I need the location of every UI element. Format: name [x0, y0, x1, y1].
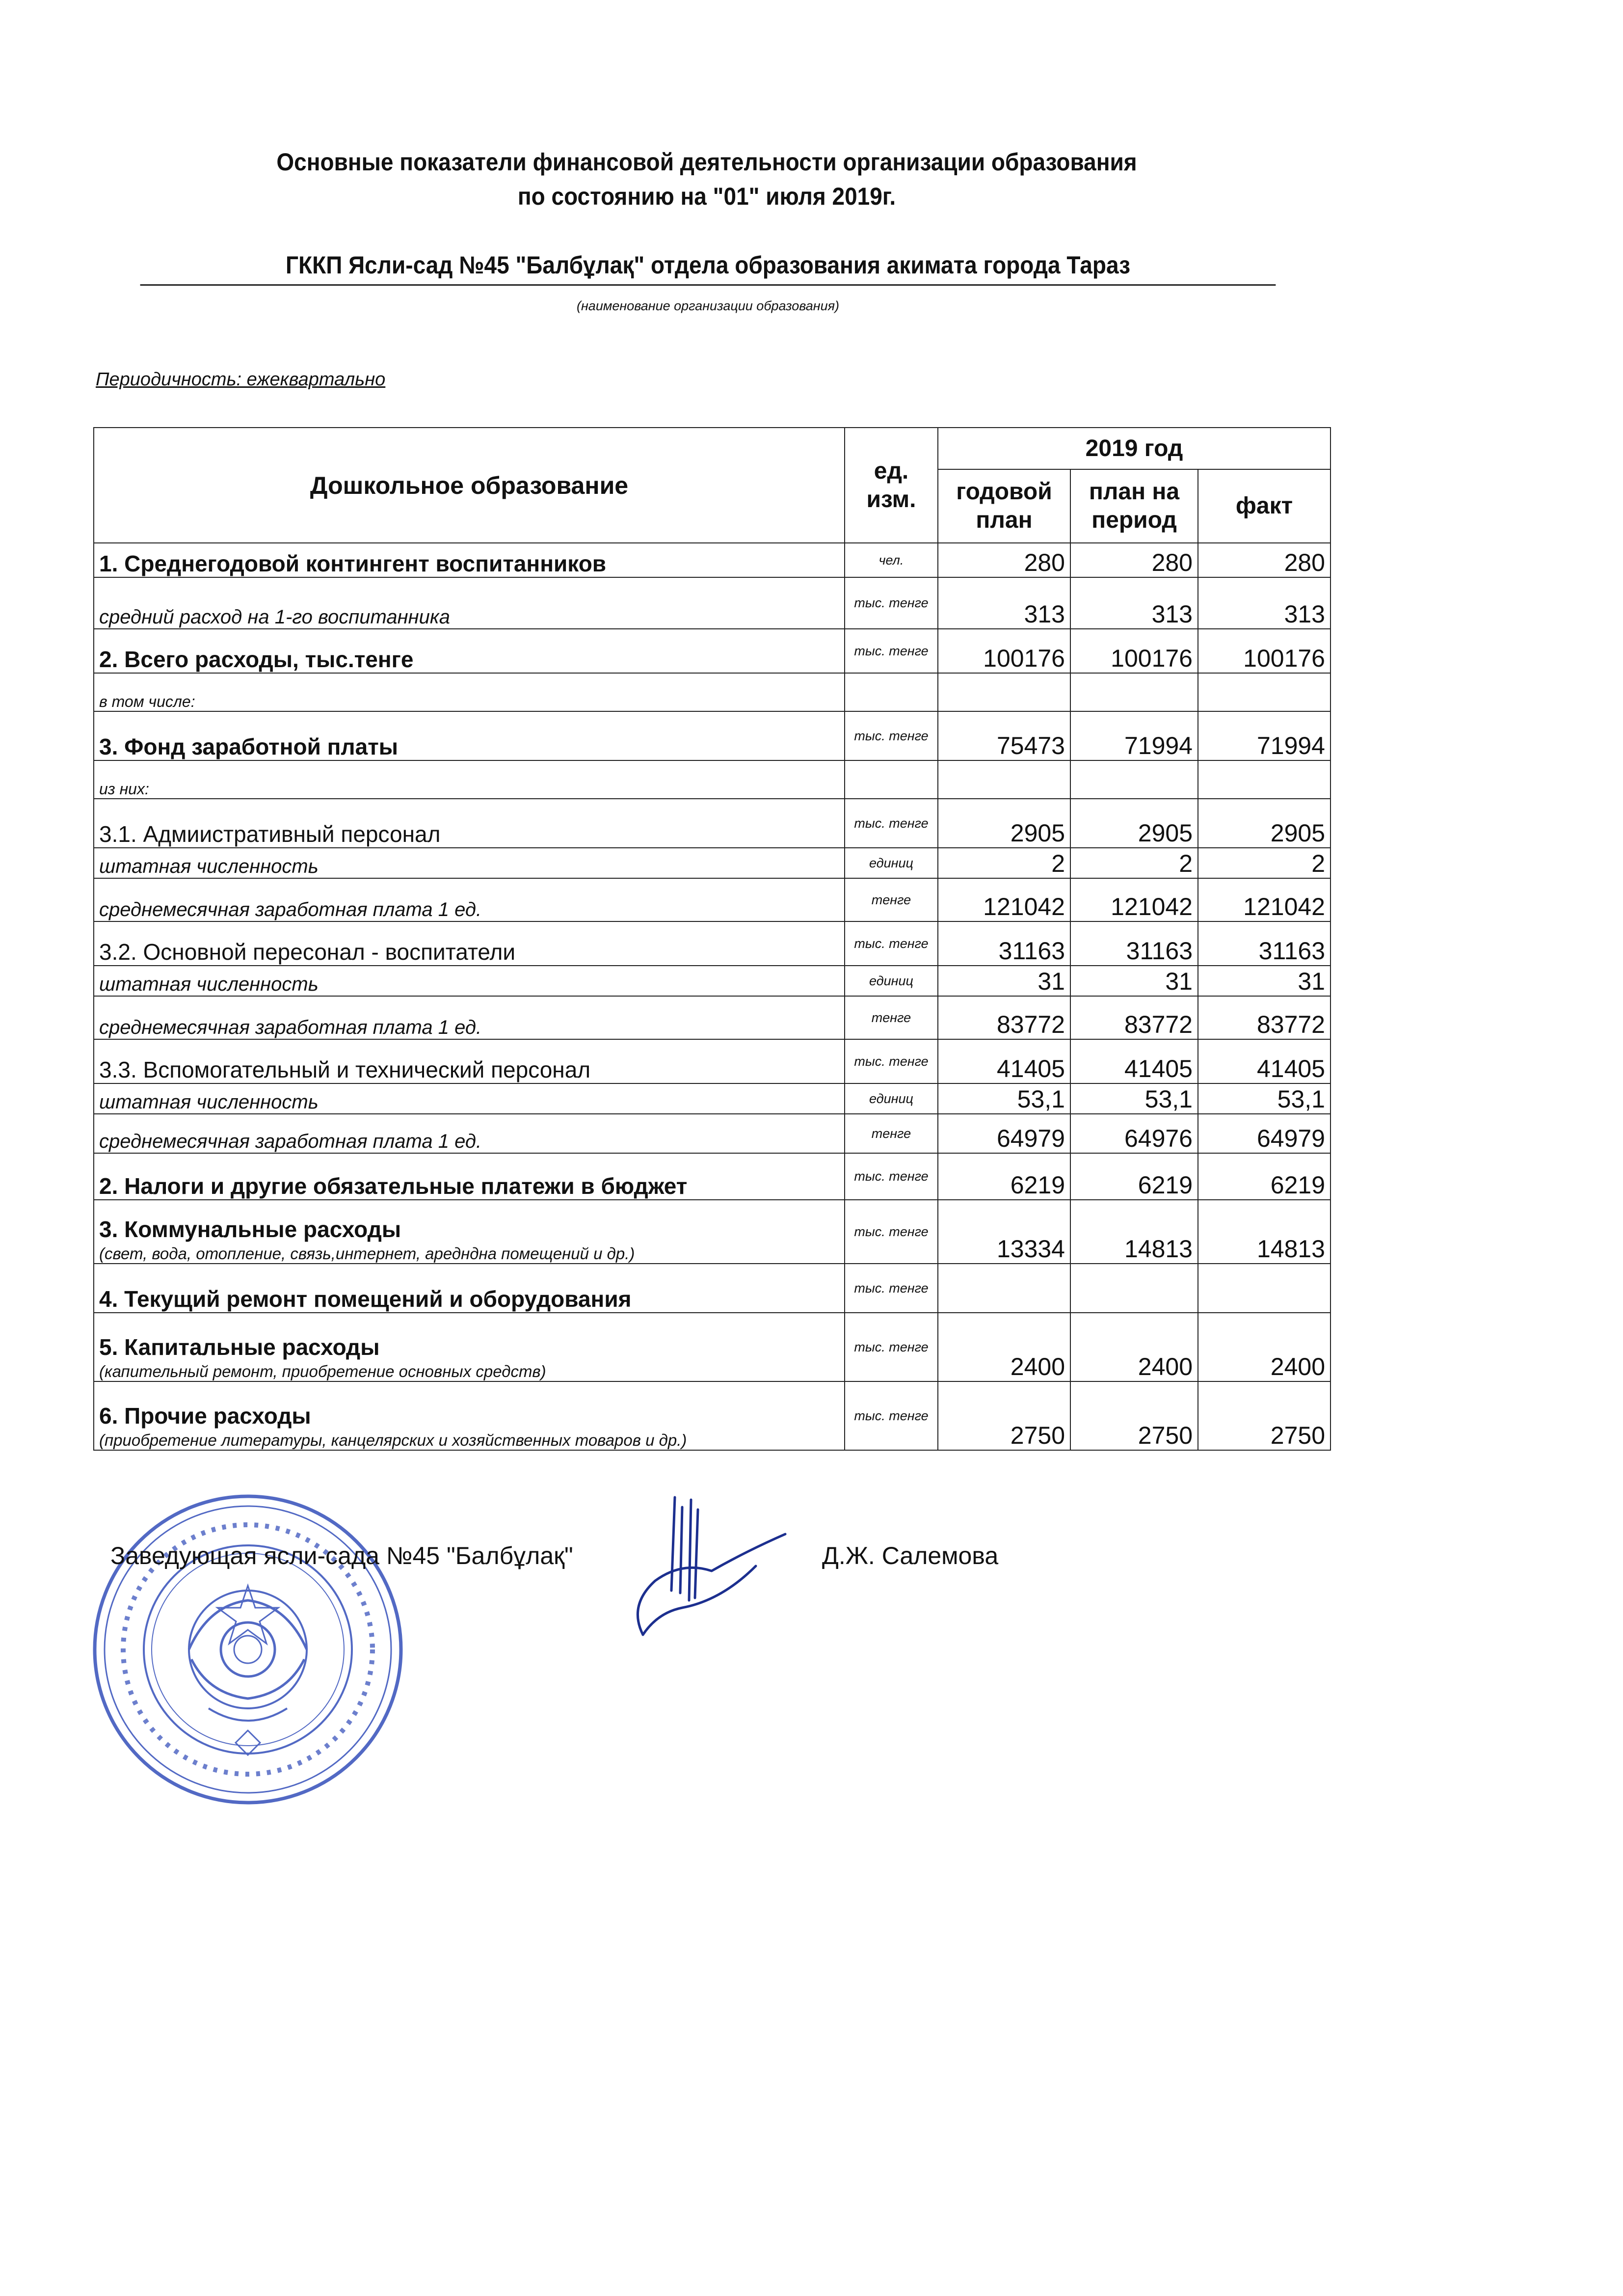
table-row: [94, 629, 1330, 673]
table-row: [94, 966, 1330, 996]
row-unit: тенге: [845, 878, 938, 921]
row-label: среднемесячная заработная плата 1 ед.: [94, 1114, 845, 1153]
row-unit: единиц: [845, 1083, 938, 1114]
row-label: [94, 1381, 845, 1450]
row-label-note: (свет, вода, отопление, связь,интернет, аредндна помещений и др.): [99, 1244, 635, 1263]
official-stamp-icon: [86, 1487, 410, 1811]
table-row: [94, 1114, 1330, 1153]
row-unit: тенге: [845, 1114, 938, 1153]
row-fact: [1198, 673, 1330, 711]
row-fact: 2: [1198, 848, 1330, 878]
row-unit: тыс. тенге: [845, 577, 938, 629]
row-label: штатная численность: [94, 966, 845, 996]
table-row: [94, 996, 1330, 1039]
row-period: 83772: [1070, 996, 1198, 1039]
row-unit: чел.: [845, 543, 938, 577]
row-annual: 2400: [938, 1313, 1070, 1381]
row-label: 3.1. Адмиистративный персонал: [94, 799, 845, 848]
row-unit: тыс. тенге: [845, 1153, 938, 1200]
row-annual: 121042: [938, 878, 1070, 921]
periodicity: Периодичность: ежеквартально: [96, 369, 386, 390]
row-annual: 2750: [938, 1381, 1070, 1450]
row-period: 2: [1070, 848, 1198, 878]
row-annual: 6219: [938, 1153, 1070, 1200]
row-fact: 53,1: [1198, 1083, 1330, 1114]
row-period: 41405: [1070, 1039, 1198, 1083]
row-annual: 64979: [938, 1114, 1070, 1153]
row-annual: 2905: [938, 799, 1070, 848]
row-fact: 2750: [1198, 1381, 1330, 1450]
table-row: [94, 1083, 1330, 1114]
row-period: [1070, 673, 1198, 711]
row-label: 3.3. Вспомогательный и технический персонал: [94, 1039, 845, 1083]
row-label: [94, 1313, 845, 1381]
row-unit: тыс. тенге: [845, 1313, 938, 1381]
row-fact: 31: [1198, 966, 1330, 996]
organization-note: (наименование организации образования): [576, 298, 840, 313]
row-annual: 31163: [938, 921, 1070, 966]
row-annual: 41405: [938, 1039, 1070, 1083]
row-annual: [938, 1264, 1070, 1313]
row-fact: 41405: [1198, 1039, 1330, 1083]
row-period: 2750: [1070, 1381, 1198, 1450]
header-year: 2019 год: [938, 428, 1330, 469]
row-unit: тенге: [845, 996, 938, 1039]
table-row: [94, 878, 1330, 921]
row-unit: единиц: [845, 966, 938, 996]
table-row: [94, 1039, 1330, 1083]
row-period: 14813: [1070, 1200, 1198, 1264]
row-fact: 71994: [1198, 711, 1330, 760]
organization-name: ГККП Ясли-сад №45 "Балбұлақ" отдела образования акимата города Тараз: [140, 248, 1276, 286]
financial-table: [93, 427, 1331, 1451]
row-annual: 31: [938, 966, 1070, 996]
table-row: [94, 848, 1330, 878]
row-annual: [938, 673, 1070, 711]
header-annual-plan: годовой план: [938, 469, 1070, 543]
row-unit: тыс. тенге: [845, 1039, 938, 1083]
row-period: 31: [1070, 966, 1198, 996]
row-annual: 280: [938, 543, 1070, 577]
row-period: 313: [1070, 577, 1198, 629]
row-annual: [938, 760, 1070, 799]
table-row: [94, 1313, 1330, 1381]
row-period: [1070, 1264, 1198, 1313]
row-label: из них:: [94, 760, 845, 799]
row-label-main: 6. Прочие расходы: [99, 1403, 311, 1429]
row-fact: 14813: [1198, 1200, 1330, 1264]
table-row: [94, 1153, 1330, 1200]
header-fact: факт: [1198, 469, 1330, 543]
row-label-note: (капительный ремонт, приобретение основных средств): [99, 1362, 546, 1380]
row-fact: 100176: [1198, 629, 1330, 673]
row-annual: 100176: [938, 629, 1070, 673]
row-period: 2905: [1070, 799, 1198, 848]
row-annual: 2: [938, 848, 1070, 878]
row-unit: тыс. тенге: [845, 711, 938, 760]
table-row: [94, 577, 1330, 629]
row-label: 2. Всего расходы, тыс.тенге: [94, 629, 845, 673]
row-label-main: 5. Капитальные расходы: [99, 1334, 380, 1360]
table-row: [94, 673, 1330, 711]
row-period: 121042: [1070, 878, 1198, 921]
table-row: [94, 1381, 1330, 1450]
table-row: [94, 1264, 1330, 1313]
row-period: 31163: [1070, 921, 1198, 966]
header-period-plan: план на период: [1070, 469, 1198, 543]
signer-name: Д.Ж. Салемова: [822, 1542, 999, 1569]
document-title-line1: Основные показатели финансовой деятельности организации образования: [276, 148, 1137, 176]
row-label-note: (приобретение литературы, канцелярских и хозяйственных товаров и др.): [99, 1431, 687, 1449]
row-annual: 53,1: [938, 1083, 1070, 1114]
row-annual: 313: [938, 577, 1070, 629]
row-unit: тыс. тенге: [845, 1264, 938, 1313]
row-fact: [1198, 1264, 1330, 1313]
row-annual: 13334: [938, 1200, 1070, 1264]
row-fact: 2905: [1198, 799, 1330, 848]
row-unit: тыс. тенге: [845, 629, 938, 673]
table-row: [94, 1200, 1330, 1264]
row-fact: 83772: [1198, 996, 1330, 1039]
row-fact: [1198, 760, 1330, 799]
row-label: 3.2. Основной пересонал - воспитатели: [94, 921, 845, 966]
row-fact: 2400: [1198, 1313, 1330, 1381]
row-unit: тыс. тенге: [845, 799, 938, 848]
row-unit: [845, 760, 938, 799]
document-title-line2: по состоянию на "01" июля 2019г.: [517, 183, 896, 210]
row-fact: 6219: [1198, 1153, 1330, 1200]
header-category: Дошкольное образование: [94, 428, 845, 543]
row-label: [94, 1200, 845, 1264]
row-fact: 280: [1198, 543, 1330, 577]
table-row: [94, 711, 1330, 760]
row-period: 6219: [1070, 1153, 1198, 1200]
row-label-main: 3. Коммунальные расходы: [99, 1216, 401, 1242]
row-unit: тыс. тенге: [845, 1381, 938, 1450]
row-unit: тыс. тенге: [845, 921, 938, 966]
row-annual: 83772: [938, 996, 1070, 1039]
row-label: 1. Среднегодовой контингент воспитанников: [94, 543, 845, 577]
row-period: 71994: [1070, 711, 1198, 760]
row-fact: 31163: [1198, 921, 1330, 966]
row-label: штатная численность: [94, 1083, 845, 1114]
row-label: штатная численность: [94, 848, 845, 878]
row-period: 2400: [1070, 1313, 1198, 1381]
row-label: 4. Текущий ремонт помещений и оборудования: [94, 1264, 845, 1313]
row-fact: 64979: [1198, 1114, 1330, 1153]
table-row: [94, 799, 1330, 848]
row-fact: 121042: [1198, 878, 1330, 921]
table-row: [94, 921, 1330, 966]
row-period: 64976: [1070, 1114, 1198, 1153]
row-label: 3. Фонд заработной платы: [94, 711, 845, 760]
row-fact: 313: [1198, 577, 1330, 629]
row-label: средний расход на 1-го воспитанника: [94, 577, 845, 629]
row-period: 100176: [1070, 629, 1198, 673]
header-unit: ед. изм.: [845, 428, 938, 543]
row-unit: тыс. тенге: [845, 1200, 938, 1264]
signer-role: Заведующая ясли-сада №45 "Балбұлақ": [110, 1542, 573, 1569]
table-row: [94, 760, 1330, 799]
row-period: 280: [1070, 543, 1198, 577]
row-unit: [845, 673, 938, 711]
row-label: 2. Налоги и другие обязательные платежи в бюджет: [94, 1153, 845, 1200]
row-label: среднемесячная заработная плата 1 ед.: [94, 878, 845, 921]
table-row: [94, 543, 1330, 577]
row-period: [1070, 760, 1198, 799]
signature-icon: [609, 1487, 795, 1649]
row-label: среднемесячная заработная плата 1 ед.: [94, 996, 845, 1039]
row-annual: 75473: [938, 711, 1070, 760]
row-label: в том числе:: [94, 673, 845, 711]
row-period: 53,1: [1070, 1083, 1198, 1114]
row-unit: единиц: [845, 848, 938, 878]
